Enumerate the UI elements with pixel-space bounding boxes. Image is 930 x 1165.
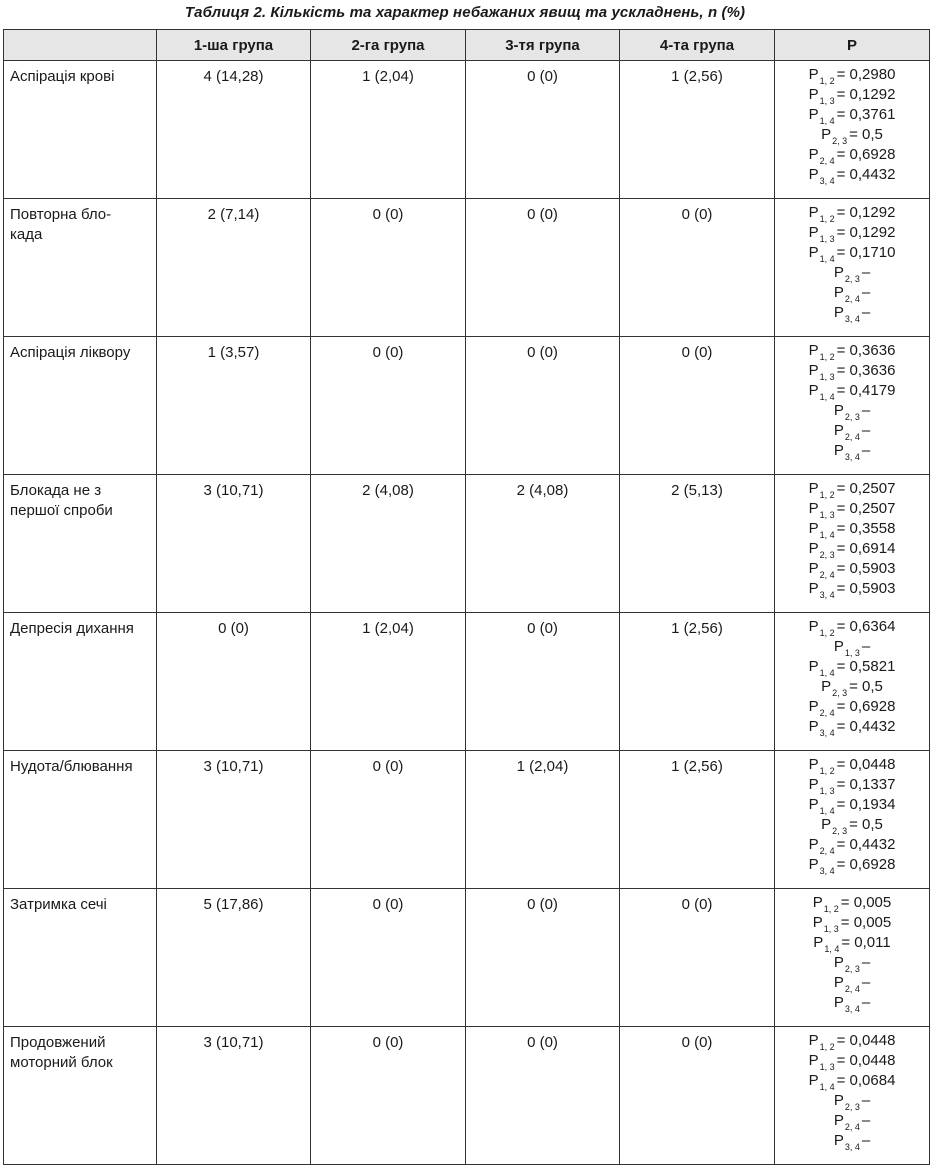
p-symbol: P: [833, 284, 844, 301]
p-subscript: 3, 4: [819, 590, 835, 600]
p-subscript: 1, 2: [823, 904, 839, 914]
p-value-line: [775, 1092, 929, 1112]
p-value: = 0,0684: [836, 1072, 896, 1089]
table-row: [4, 751, 930, 889]
p-subscript: 1, 2: [819, 76, 835, 86]
header-group-3: 3-тя група: [466, 30, 620, 61]
p-symbol: P: [808, 1032, 819, 1049]
row-label: Продовжений моторний блок: [4, 1027, 157, 1165]
p-value: = 0,2980: [836, 66, 896, 83]
p-value: –: [861, 284, 871, 301]
p-subscript: 1, 2: [819, 766, 835, 776]
p-symbol: P: [833, 264, 844, 281]
group-1-value: 3 (10,71): [157, 751, 311, 889]
p-symbol: P: [833, 1112, 844, 1129]
header-row: [4, 30, 930, 61]
group-4-value: 0 (0): [620, 889, 775, 1027]
table-row: [4, 475, 930, 613]
p-value-line: [775, 500, 929, 520]
p-value: = 0,005: [840, 914, 892, 931]
p-value: = 0,011: [841, 934, 891, 951]
p-value-line: [775, 382, 929, 402]
p-subscript: 1, 2: [819, 628, 835, 638]
p-values-cell: [775, 61, 930, 199]
p-value-line: [775, 1072, 929, 1092]
group-1-value: 3 (10,71): [157, 1027, 311, 1165]
table-row: [4, 61, 930, 199]
p-symbol: P: [808, 106, 819, 123]
table-caption: Таблиця 2. Кількість та характер небажаних явищ та ускладнень, n (%): [184, 4, 746, 21]
row-label: Нудота/блювання: [4, 751, 157, 889]
p-symbol: P: [808, 480, 819, 497]
p-subscript: 1, 3: [819, 1062, 835, 1072]
p-value-line: [775, 994, 929, 1014]
p-subscript: 3, 4: [819, 728, 835, 738]
p-value-line: [775, 402, 929, 422]
group-2-value: 0 (0): [311, 1027, 466, 1165]
p-value-line: [775, 304, 929, 324]
group-2-value: 2 (4,08): [311, 475, 466, 613]
p-value: = 0,0448: [836, 1052, 896, 1069]
p-value-line: [775, 954, 929, 974]
p-symbol: P: [833, 994, 844, 1011]
p-subscript: 1, 3: [819, 510, 835, 520]
p-subscript: 2, 3: [832, 688, 848, 698]
group-1-value: 4 (14,28): [157, 61, 311, 199]
p-value-line: [775, 442, 929, 462]
p-subscript: 1, 4: [819, 530, 835, 540]
p-value: = 0,4432: [836, 166, 896, 183]
p-value-line: [775, 718, 929, 738]
group-1-value: 2 (7,14): [157, 199, 311, 337]
row-label: Повторна бло- када: [4, 199, 157, 337]
p-value: = 0,0448: [836, 756, 896, 773]
p-symbol: P: [808, 540, 819, 557]
p-values-cell: [775, 751, 930, 889]
table-row: [4, 337, 930, 475]
p-value-line: [775, 934, 929, 954]
p-values-cell: [775, 199, 930, 337]
p-subscript: 3, 4: [819, 176, 835, 186]
header-empty: [4, 30, 157, 61]
p-value-line: [775, 480, 929, 500]
p-value: –: [861, 994, 871, 1011]
p-value: –: [861, 264, 871, 281]
p-value-line: [775, 244, 929, 264]
p-symbol: P: [808, 204, 819, 221]
header-group-2: 2-га група: [311, 30, 466, 61]
p-value-line: [775, 776, 929, 796]
p-symbol: P: [808, 146, 819, 163]
p-subscript: 2, 3: [844, 412, 860, 422]
table-body: [4, 61, 930, 1165]
p-value: = 0,1337: [836, 776, 896, 793]
p-subscript: 2, 3: [819, 550, 835, 560]
p-subscript: 2, 4: [844, 1122, 860, 1132]
p-subscript: 1, 4: [819, 392, 835, 402]
p-symbol: P: [808, 658, 819, 675]
group-1-value: 1 (3,57): [157, 337, 311, 475]
table-row: [4, 889, 930, 1027]
p-symbol: P: [808, 520, 819, 537]
p-values-cell: [775, 889, 930, 1027]
header-p: Р: [775, 30, 930, 61]
p-value: = 0,6928: [836, 856, 896, 873]
p-value-line: [775, 618, 929, 638]
p-value-line: [775, 166, 929, 186]
p-symbol: P: [812, 894, 823, 911]
p-value-line: [775, 1052, 929, 1072]
p-value: –: [861, 1112, 871, 1129]
p-symbol: P: [833, 442, 844, 459]
p-value: = 0,1934: [836, 796, 896, 813]
p-value-line: [775, 264, 929, 284]
p-value-line: [775, 580, 929, 600]
p-value-line: [775, 560, 929, 580]
p-symbol: P: [808, 580, 819, 597]
p-symbol: P: [808, 382, 819, 399]
p-subscript: 3, 4: [844, 452, 860, 462]
p-symbol: P: [833, 1132, 844, 1149]
p-value-line: [775, 698, 929, 718]
p-symbol: P: [808, 796, 819, 813]
p-subscript: 1, 3: [823, 924, 839, 934]
group-3-value: 1 (2,04): [466, 751, 620, 889]
p-symbol: P: [813, 934, 824, 951]
p-subscript: 1, 3: [819, 234, 835, 244]
p-value-line: [775, 146, 929, 166]
p-subscript: 1, 2: [819, 352, 835, 362]
p-symbol: P: [808, 362, 819, 379]
p-symbol: P: [808, 1052, 819, 1069]
p-symbol: P: [833, 974, 844, 991]
p-value: = 0,1710: [836, 244, 896, 261]
group-2-value: 1 (2,04): [311, 61, 466, 199]
p-value-line: [775, 86, 929, 106]
p-values-cell: [775, 475, 930, 613]
p-value: –: [861, 1132, 871, 1149]
p-symbol: P: [808, 836, 819, 853]
p-symbol: P: [808, 698, 819, 715]
group-4-value: 2 (5,13): [620, 475, 775, 613]
p-subscript: 3, 4: [844, 1004, 860, 1014]
group-4-value: 0 (0): [620, 337, 775, 475]
p-value-line: [775, 520, 929, 540]
p-symbol: P: [812, 914, 823, 931]
p-value: –: [861, 974, 871, 991]
p-symbol: P: [808, 856, 819, 873]
p-subscript: 1, 4: [819, 116, 835, 126]
p-value: –: [861, 638, 871, 655]
p-value-line: [775, 422, 929, 442]
p-value-line: [775, 974, 929, 994]
p-value: = 0,5: [849, 678, 883, 695]
p-value: = 0,3636: [836, 362, 896, 379]
group-3-value: 0 (0): [466, 1027, 620, 1165]
row-label: Депресія дихання: [4, 613, 157, 751]
p-subscript: 2, 3: [844, 274, 860, 284]
p-value: = 0,3558: [836, 520, 896, 537]
p-subscript: 1, 2: [819, 1042, 835, 1052]
p-subscript: 1, 4: [819, 1082, 835, 1092]
p-values-cell: [775, 613, 930, 751]
p-value: = 0,3636: [836, 342, 896, 359]
p-value-line: [775, 756, 929, 776]
group-1-value: 5 (17,86): [157, 889, 311, 1027]
p-value: –: [861, 442, 871, 459]
p-value: = 0,6928: [836, 698, 896, 715]
p-value: –: [861, 1092, 871, 1109]
p-subscript: 1, 4: [824, 944, 840, 954]
group-4-value: 1 (2,56): [620, 613, 775, 751]
header-group-1: 1-ша група: [157, 30, 311, 61]
p-value: = 0,6928: [836, 146, 896, 163]
p-value-line: [775, 678, 929, 698]
p-symbol: P: [808, 86, 819, 103]
p-symbol: P: [808, 166, 819, 183]
group-2-value: 0 (0): [311, 337, 466, 475]
p-value: = 0,1292: [836, 224, 896, 241]
row-label: Аспірація крові: [4, 61, 157, 199]
p-subscript: 3, 4: [844, 314, 860, 324]
p-value: = 0,6914: [836, 540, 896, 557]
p-value: = 0,4432: [836, 836, 896, 853]
group-2-value: 0 (0): [311, 889, 466, 1027]
p-value: = 0,5: [849, 816, 883, 833]
p-values-cell: [775, 337, 930, 475]
group-3-value: 0 (0): [466, 61, 620, 199]
table-row: [4, 1027, 930, 1165]
row-label: Затримка сечі: [4, 889, 157, 1027]
p-value-line: [775, 638, 929, 658]
p-symbol: P: [808, 500, 819, 517]
p-value-line: [775, 836, 929, 856]
p-subscript: 1, 4: [819, 806, 835, 816]
p-value: –: [861, 954, 871, 971]
p-subscript: 1, 2: [819, 214, 835, 224]
p-value: = 0,0448: [836, 1032, 896, 1049]
p-symbol: P: [808, 756, 819, 773]
group-3-value: 0 (0): [466, 199, 620, 337]
p-value: = 0,2507: [836, 480, 896, 497]
p-value-line: [775, 342, 929, 362]
group-3-value: 0 (0): [466, 337, 620, 475]
p-subscript: 2, 4: [819, 708, 835, 718]
p-value-line: [775, 914, 929, 934]
p-symbol: P: [833, 954, 844, 971]
p-subscript: 2, 4: [844, 432, 860, 442]
p-symbol: P: [808, 224, 819, 241]
p-symbol: P: [833, 638, 844, 655]
p-symbol: P: [821, 126, 832, 143]
p-symbol: P: [808, 342, 819, 359]
p-value: = 0,4432: [836, 718, 896, 735]
group-2-value: 0 (0): [311, 751, 466, 889]
p-value-line: [775, 540, 929, 560]
p-value-line: [775, 106, 929, 126]
p-symbol: P: [808, 776, 819, 793]
p-subscript: 1, 3: [819, 372, 835, 382]
p-subscript: 1, 4: [819, 668, 835, 678]
p-value-line: [775, 796, 929, 816]
p-subscript: 2, 3: [832, 136, 848, 146]
p-value: = 0,1292: [836, 86, 896, 103]
p-value-line: [775, 816, 929, 836]
p-value: –: [861, 402, 871, 419]
group-4-value: 0 (0): [620, 199, 775, 337]
p-subscript: 2, 3: [844, 964, 860, 974]
p-value: = 0,6364: [836, 618, 896, 635]
p-value-line: [775, 224, 929, 244]
header-group-4: 4-та група: [620, 30, 775, 61]
p-value: –: [861, 422, 871, 439]
row-label: Блокада не з першої спроби: [4, 475, 157, 613]
group-3-value: 2 (4,08): [466, 475, 620, 613]
p-subscript: 2, 3: [844, 1102, 860, 1112]
p-value-line: [775, 1032, 929, 1052]
p-subscript: 1, 3: [844, 648, 860, 658]
p-subscript: 2, 4: [844, 294, 860, 304]
p-symbol: P: [833, 402, 844, 419]
p-value-line: [775, 126, 929, 146]
complications-table: [3, 29, 930, 1165]
p-symbol: P: [808, 66, 819, 83]
p-value: = 0,5821: [836, 658, 896, 675]
p-symbol: P: [808, 1072, 819, 1089]
p-symbol: P: [821, 816, 832, 833]
p-symbol: P: [808, 244, 819, 261]
group-3-value: 0 (0): [466, 613, 620, 751]
p-value-line: [775, 894, 929, 914]
group-4-value: 1 (2,56): [620, 61, 775, 199]
p-value-line: [775, 856, 929, 876]
p-value-line: [775, 284, 929, 304]
p-value: = 0,5: [849, 126, 883, 143]
group-1-value: 0 (0): [157, 613, 311, 751]
p-value-line: [775, 658, 929, 678]
p-subscript: 3, 4: [844, 1142, 860, 1152]
p-subscript: 2, 4: [819, 846, 835, 856]
p-value: = 0,2507: [836, 500, 896, 517]
p-symbol: P: [808, 718, 819, 735]
p-value-line: [775, 362, 929, 382]
group-2-value: 1 (2,04): [311, 613, 466, 751]
p-subscript: 1, 3: [819, 786, 835, 796]
p-value: = 0,1292: [836, 204, 896, 221]
p-value: –: [861, 304, 871, 321]
p-subscript: 2, 4: [844, 984, 860, 994]
group-3-value: 0 (0): [466, 889, 620, 1027]
p-value: = 0,4179: [836, 382, 896, 399]
p-symbol: P: [833, 1092, 844, 1109]
p-subscript: 1, 3: [819, 96, 835, 106]
group-4-value: 1 (2,56): [620, 751, 775, 889]
p-symbol: P: [808, 560, 819, 577]
group-2-value: 0 (0): [311, 199, 466, 337]
p-values-cell: [775, 1027, 930, 1165]
p-subscript: 2, 4: [819, 570, 835, 580]
p-symbol: P: [808, 618, 819, 635]
p-subscript: 2, 4: [819, 156, 835, 166]
group-4-value: 0 (0): [620, 1027, 775, 1165]
p-value: = 0,005: [840, 894, 892, 911]
p-value: = 0,3761: [836, 106, 896, 123]
p-subscript: 2, 3: [832, 826, 848, 836]
p-value-line: [775, 66, 929, 86]
p-value-line: [775, 204, 929, 224]
p-value-line: [775, 1132, 929, 1152]
table-row: [4, 613, 930, 751]
p-subscript: 1, 2: [819, 490, 835, 500]
p-value: = 0,5903: [836, 580, 896, 597]
p-value-line: [775, 1112, 929, 1132]
p-symbol: P: [833, 422, 844, 439]
p-symbol: P: [833, 304, 844, 321]
p-value: = 0,5903: [836, 560, 896, 577]
p-symbol: P: [821, 678, 832, 695]
table-row: [4, 199, 930, 337]
p-subscript: 1, 4: [819, 254, 835, 264]
row-label: Аспірація ліквору: [4, 337, 157, 475]
group-1-value: 3 (10,71): [157, 475, 311, 613]
p-subscript: 3, 4: [819, 866, 835, 876]
